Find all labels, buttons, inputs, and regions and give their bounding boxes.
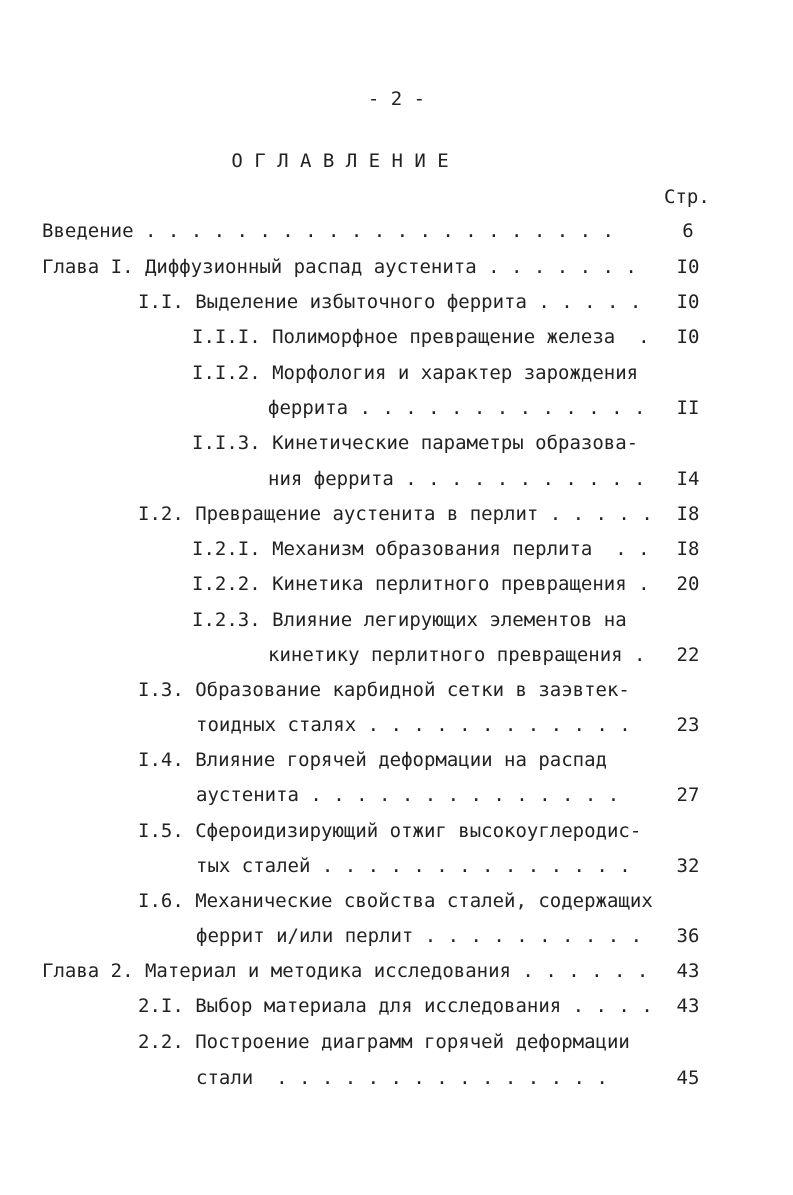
toc-entry-continuation: ния феррита . . . . . . . . . . . — [268, 468, 646, 490]
toc-page-number: 23 — [676, 714, 700, 736]
toc-page-number: 22 — [676, 644, 700, 666]
toc-page-number: 6 — [682, 220, 694, 242]
toc-entry-line: I.5. Сфероидизирующий отжиг высокоуглеродис- — [138, 820, 642, 842]
page-column-header: Стр. — [664, 186, 710, 208]
toc-entry-line: Глава I. Диффузионный распад аустенита . . . . . . . — [42, 256, 637, 278]
toc-page-number: 27 — [676, 784, 700, 806]
toc-entry-line: 2.2. Построение диаграмм горячей деформации — [138, 1031, 630, 1053]
toc-entry-continuation: стали . . . . . . . . . . . . . . . — [196, 1067, 608, 1089]
toc-entry-line: I.I. Выделение избыточного феррита . . . . . — [138, 291, 642, 313]
toc-entry-continuation: тых сталей . . . . . . . . . . . . . . — [196, 855, 631, 877]
toc-entry-line: Глава 2. Материал и методика исследования . . . . . . — [42, 960, 649, 982]
toc-page-number: 20 — [676, 573, 700, 595]
toc-entry-line: I.2.3. Влияние легирующих элементов на — [192, 609, 627, 631]
toc-entry-line: 2.I. Выбор материала для исследования . . . . — [138, 995, 653, 1017]
toc-entry-continuation: аустенита . . . . . . . . . . . . . . — [196, 784, 620, 806]
toc-entry-line: I.2.2. Кинетика перлитного превращения . — [192, 573, 650, 595]
toc-entry-line: I.I.3. Кинетические параметры образова- — [192, 432, 639, 454]
toc-page-number: 32 — [676, 855, 700, 877]
toc-entry-line: I.3. Образование карбидной сетки в заэвтек- — [138, 679, 630, 701]
toc-entry-continuation: тоидных сталях . . . . . . . . . . . . — [196, 714, 631, 736]
toc-page-number: 36 — [676, 925, 700, 947]
toc-entry-line: I.6. Механические свойства сталей, содержащих — [138, 890, 653, 912]
toc-page-number: I8 — [676, 503, 700, 525]
toc-entry-line: I.I.I. Полиморфное превращение железа . — [192, 326, 650, 348]
page-number: - 2 - — [367, 88, 426, 110]
toc-entry-continuation: кинетику перлитного превращения . — [268, 644, 646, 666]
toc-entry-line: I.I.2. Морфология и характер зарождения — [192, 362, 639, 384]
toc-entry-line: Введение . . . . . . . . . . . . . . . . . . . . . — [42, 220, 614, 242]
toc-entry-line: I.2. Превращение аустенита в перлит . . . . . — [138, 503, 653, 525]
toc-entry-line: I.4. Влияние горячей деформации на распад — [138, 749, 607, 771]
toc-page-number: I0 — [676, 256, 700, 278]
toc-entry-line: I.2.I. Механизм образования перлита . . — [192, 538, 650, 560]
document-title: О Г Л А В Л Е Н И Е — [231, 150, 449, 172]
toc-page-number: 43 — [676, 960, 700, 982]
toc-page-number: I4 — [676, 468, 700, 490]
toc-entry-continuation: феррита . . . . . . . . . . . . . — [268, 397, 646, 419]
toc-page-number: 45 — [676, 1067, 700, 1089]
toc-page-number: I8 — [676, 538, 700, 560]
toc-page-number: I0 — [676, 326, 700, 348]
toc-page-number: II — [676, 397, 700, 419]
toc-page-number: I0 — [676, 291, 700, 313]
toc-entry-continuation: феррит и/или перлит . . . . . . . . . . — [196, 925, 643, 947]
toc-page-number: 43 — [676, 995, 700, 1017]
